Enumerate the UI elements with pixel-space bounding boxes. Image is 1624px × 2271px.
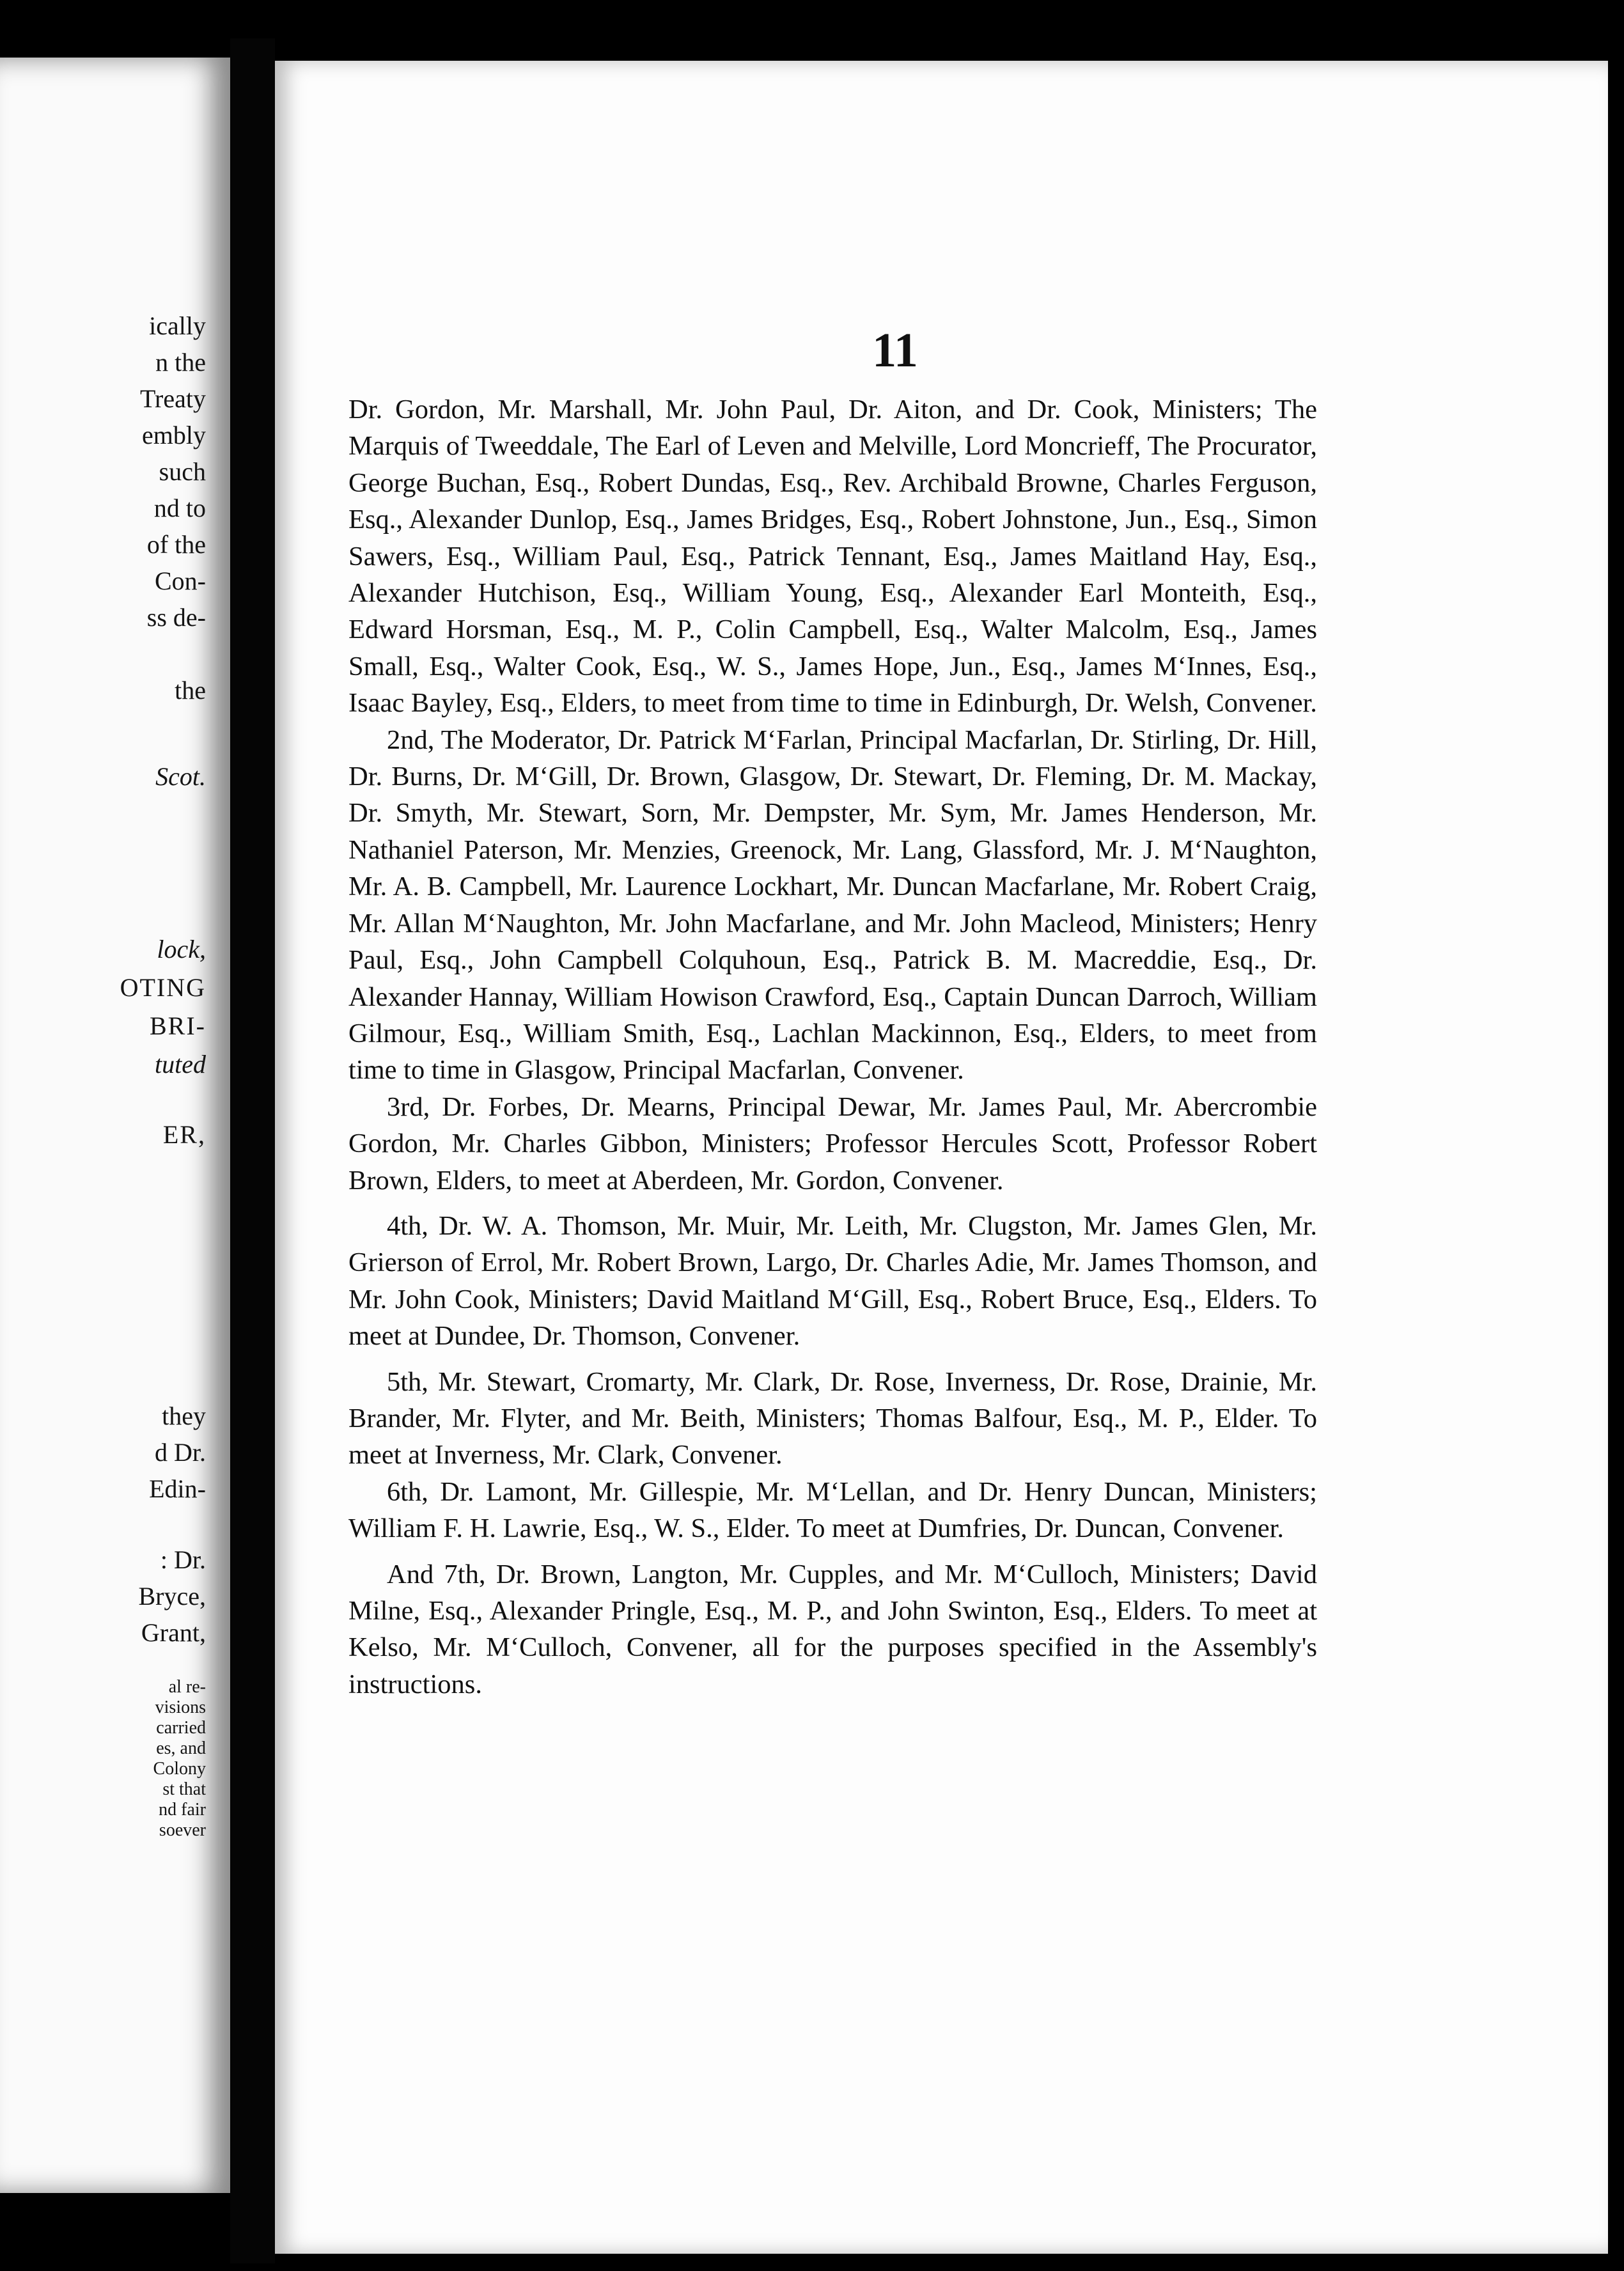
left-page-fragment: embly xyxy=(142,421,206,449)
paragraph-edinburgh-committee: Dr. Gordon, Mr. Marshall, Mr. John Paul, Dr. Aiton, and Dr. Cook, Ministers; The Marquis of Tweeddale, The Earl of Leven and Melville, Lord Moncrieff, The Procurator, George Buchan, Esq., Robert Dundas, Esq., Rev. Archibald Browne, Charles Ferguson, Esq., Alexander Dunlop, Esq., James Bridges, Esq., Robert Johnstone, Jun., Esq., Simon Sawers, Esq., William Paul, Esq., Patrick Tennant, Esq., James Maitland Hay, Esq., Alexander Hutchison, Esq., William Young, Esq., Alexander Earl Monteith, Esq., Edward Horsman, Esq., M. P., Colin Campbell, Esq., Walter Malcolm, Esq., James Small, Esq., Walter Cook, Esq., W. S., James Hope, Jun., Esq., James M‘Innes, Esq., Isaac Bayley, Esq., Elders, to meet from time to time in Edinburgh, Dr. Welsh, Convener. xyxy=(348,394,1317,719)
left-page-fragment: nd fair xyxy=(159,1800,206,1820)
left-page-fragment: d Dr. xyxy=(155,1438,206,1467)
left-page-fragment: : Dr. xyxy=(160,1545,206,1574)
left-page-fragment: soever xyxy=(159,1820,206,1840)
left-page-fragment: al re- xyxy=(168,1677,206,1697)
left-page-fragment: es, and xyxy=(156,1738,206,1758)
left-page-fragment: n the xyxy=(155,348,206,377)
left-page-fragment: ss de- xyxy=(146,603,206,632)
left-facing-page xyxy=(0,58,230,2193)
left-page-fragment: of the xyxy=(146,530,206,559)
paragraph-inverness-committee: 5th, Mr. Stewart, Cromarty, Mr. Clark, Dr. Rose, Inverness, Dr. Rose, Drainie, Mr. Brander, Mr. Flyter, and Mr. Beith, Ministers; Thomas Balfour, Esq., M. P., Elder. To meet at Inverness, Mr. Clark, Convener. xyxy=(348,1366,1317,1471)
left-page-fragment: such xyxy=(159,457,206,486)
book-gutter xyxy=(230,38,275,2263)
paragraph-aberdeen-committee: 3rd, Dr. Forbes, Dr. Mearns, Principal Dewar, Mr. James Paul, Mr. Abercrombie Gordon, Mr. Charles Gibbon, Ministers; Professor Hercules Scott, Professor Robert Brown, Elders, to meet at Aberdeen, Mr. Gordon, Convener. xyxy=(348,1091,1317,1196)
page-body xyxy=(348,391,1317,1703)
left-page-fragment: visions xyxy=(155,1697,206,1717)
left-page-fragment: Bryce, xyxy=(138,1582,206,1611)
left-page-fragment: tuted xyxy=(155,1050,206,1079)
left-page-fragment: nd to xyxy=(153,494,206,522)
left-page-fragment: the xyxy=(175,676,206,705)
left-page-fragment: OTING xyxy=(120,973,206,1002)
paragraph-kelso-committee: And 7th, Dr. Brown, Langton, Mr. Cupples, and Mr. M‘Culloch, Ministers; David Milne, Esq., Alexander Pringle, Esq., M. P., and John Swinton, Esq., Elders. To meet at Kelso, Mr. M‘Culloch, Convener, all for the purposes specified in the Assembly's instructions. xyxy=(348,1559,1317,1699)
left-page-fragment: Colony xyxy=(153,1759,206,1779)
left-page-fragment: lock, xyxy=(157,935,206,964)
left-page-fragment: Treaty xyxy=(140,384,206,413)
left-page-fragment: Scot. xyxy=(155,762,206,791)
left-page-fragment: ically xyxy=(149,311,206,340)
left-page-fragment: carried xyxy=(156,1718,206,1738)
left-page-fragment: Edin- xyxy=(149,1474,206,1503)
page-number: 11 xyxy=(872,324,918,377)
paragraph-dundee-committee: 4th, Dr. W. A. Thomson, Mr. Muir, Mr. Leith, Mr. Clugston, Mr. James Glen, Mr. Grierson of Errol, Mr. Robert Brown, Largo, Dr. Charles Adie, Mr. James Thomson, and Mr. John Cook, Ministers; David Maitland M‘Gill, Esq., Robert Bruce, Esq., Elders. To meet at Dundee, Dr. Thomson, Convener. xyxy=(348,1210,1317,1352)
left-page-fragment: Grant, xyxy=(141,1618,206,1647)
left-page-fragment: st that xyxy=(162,1779,206,1799)
left-page-fragment: BRI- xyxy=(150,1011,206,1040)
left-page-fragment: ER, xyxy=(162,1120,206,1149)
paragraph-glasgow-committee: 2nd, The Moderator, Dr. Patrick M‘Farlan, Principal Macfarlan, Dr. Stirling, Dr. Hill, Dr. Burns, Dr. M‘Gill, Dr. Brown, Glasgow, Dr. Stewart, Dr. Fleming, Dr. M. Mackay, Dr. Smyth, Mr. Stewart, Sorn, Mr. Dempster, Mr. Sym, Mr. James Henderson, Mr. Nathaniel Paterson, Mr. Menzies, Greenock, Mr. Lang, Glassford, Mr. J. M‘Naughton, Mr. A. B. Campbell, Mr. Laurence Lockhart, Mr. Duncan Macfarlane, Mr. Robert Craig, Mr. Allan M‘Naughton, Mr. John Macfarlane, and Mr. John Macleod, Ministers; Henry Paul, Esq., John Campbell Colquhoun, Esq., Patrick B. M. Macreddie, Esq., Dr. Alexander Hannay, William Howison Crawford, Esq., Captain Duncan Darroch, William Gilmour, Esq., William Smith, Esq., Lachlan Mackinnon, Esq., Elders, to meet from time to time in Glasgow, Principal Macfarlan, Convener. xyxy=(348,724,1317,1086)
left-page-fragment: Con- xyxy=(155,566,206,595)
paragraph-dumfries-committee: 6th, Dr. Lamont, Mr. Gillespie, Mr. M‘Lellan, and Dr. Henry Duncan, Ministers; William F. H. Lawrie, Esq., W. S., Elder. To meet at Dumfries, Dr. Duncan, Convener. xyxy=(348,1476,1317,1544)
left-page-fragment: they xyxy=(162,1401,206,1430)
